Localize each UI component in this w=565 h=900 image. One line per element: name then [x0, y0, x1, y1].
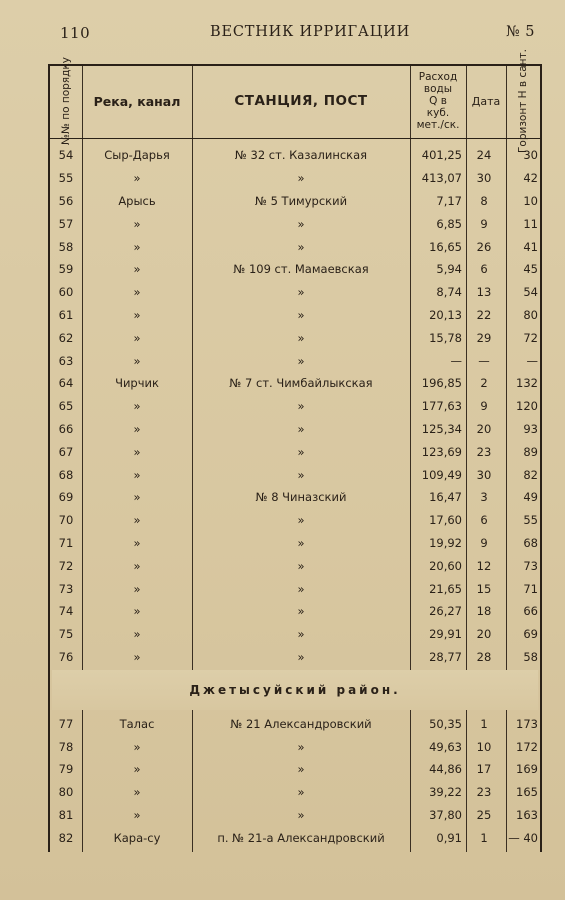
flow-value: 29,91: [429, 627, 462, 642]
table-row: [50, 281, 540, 304]
flow-value: 401,25: [421, 148, 462, 163]
flow-value: 37,80: [429, 807, 462, 822]
row-number: 76: [58, 649, 74, 664]
station-name: »: [297, 353, 305, 368]
flow-value: 123,69: [421, 444, 462, 459]
flow-value: 0,91: [436, 830, 462, 845]
horizon-value: 10: [523, 193, 538, 208]
row-number: 82: [58, 830, 74, 845]
row-number: 57: [58, 216, 74, 231]
date-value: 25: [476, 807, 492, 822]
table-row: [50, 532, 540, 555]
issue-number: № 5: [505, 24, 535, 40]
river-name: »: [133, 807, 141, 822]
row-number: 58: [58, 239, 74, 254]
table-row: [50, 712, 540, 735]
date-value: 1: [480, 716, 488, 731]
station-name: »: [297, 581, 305, 596]
flow-value: 20,60: [429, 558, 462, 573]
river-name: »: [133, 581, 141, 596]
table-row: [50, 486, 540, 509]
flow-value: 125,34: [421, 421, 462, 436]
horizon-value: 120: [516, 399, 538, 414]
river-name: Талас: [119, 716, 155, 731]
horizon-value: 55: [523, 513, 538, 528]
date-value: 22: [476, 307, 492, 322]
table-row: [50, 326, 540, 349]
horizon-value: 54: [523, 285, 538, 300]
table-row: [50, 144, 540, 167]
table-row: [50, 623, 540, 646]
date-value: 20: [476, 627, 492, 642]
header-river: Река, канал: [93, 93, 181, 109]
river-name: »: [133, 307, 141, 322]
table-row: [50, 235, 540, 258]
row-number: 61: [58, 307, 74, 322]
horizon-value: 82: [523, 467, 538, 482]
row-number: 73: [58, 581, 74, 596]
date-value: 15: [476, 581, 492, 596]
station-name: »: [297, 330, 305, 345]
table-row: [50, 395, 540, 418]
station-name: »: [297, 762, 305, 777]
station-name: »: [297, 307, 305, 322]
station-name: № 32 ст. Казалинская: [234, 148, 368, 163]
row-number: 79: [58, 762, 74, 777]
journal-title: ВЕСТНИК ИРРИГАЦИИ: [210, 24, 411, 40]
table-row: [50, 440, 540, 463]
flow-value: 177,63: [421, 399, 462, 414]
station-name: »: [297, 399, 305, 414]
table-row: [50, 804, 540, 827]
horizon-value: 165: [516, 785, 538, 800]
river-name: »: [133, 558, 141, 573]
river-name: »: [133, 739, 141, 754]
horizon-value: —: [526, 353, 538, 368]
station-name: »: [297, 535, 305, 550]
station-name: »: [297, 171, 305, 186]
date-value: 13: [476, 285, 492, 300]
flow-value: 21,65: [429, 581, 462, 596]
table-row: [50, 735, 540, 758]
table-row: [50, 826, 540, 849]
row-number: 55: [58, 171, 74, 186]
table-row: [50, 304, 540, 327]
section-title: Джетысуйский район.: [52, 670, 538, 710]
flow-value: 196,85: [421, 376, 462, 391]
table-row: [50, 463, 540, 486]
river-name: »: [133, 490, 141, 505]
row-number: 74: [58, 604, 74, 619]
header-horizon: Горизонт H в сант.: [517, 49, 529, 153]
running-head: [60, 22, 535, 44]
table-row: [50, 646, 540, 669]
flow-value: 26,27: [429, 604, 462, 619]
row-number: 68: [58, 467, 74, 482]
flow-value: 413,07: [421, 171, 462, 186]
station-name: »: [297, 807, 305, 822]
row-number: 67: [58, 444, 74, 459]
row-number: 62: [58, 330, 74, 345]
horizon-value: 69: [523, 627, 538, 642]
station-name: »: [297, 513, 305, 528]
station-name: п. № 21-а Александровский: [217, 830, 385, 845]
horizon-value: 58: [523, 649, 538, 664]
horizon-value: 73: [523, 558, 538, 573]
flow-value: 17,60: [429, 513, 462, 528]
flow-value: 5,94: [436, 262, 462, 277]
flow-value: 16,65: [429, 239, 462, 254]
date-value: 9: [480, 535, 488, 550]
horizon-value: 42: [523, 171, 538, 186]
horizon-value: 72: [523, 330, 538, 345]
table-row: [50, 418, 540, 441]
row-number: 56: [58, 193, 74, 208]
river-name: »: [133, 421, 141, 436]
header-flow: Расход воды Q в куб. мет./ск.: [416, 71, 460, 131]
river-name: »: [133, 239, 141, 254]
row-number: 60: [58, 285, 74, 300]
station-name: »: [297, 604, 305, 619]
table-row: [50, 509, 540, 532]
table-row: [50, 758, 540, 781]
table-row: [50, 600, 540, 623]
horizon-value: 169: [516, 762, 538, 777]
river-name: »: [133, 627, 141, 642]
table-row: [50, 372, 540, 395]
date-value: 30: [476, 467, 492, 482]
row-number: 63: [58, 353, 74, 368]
flow-value: 49,63: [429, 739, 462, 754]
river-name: »: [133, 399, 141, 414]
horizon-value: 66: [523, 604, 538, 619]
station-name: »: [297, 785, 305, 800]
date-value: 18: [476, 604, 492, 619]
flow-value: 15,78: [429, 330, 462, 345]
horizon-value: 11: [523, 216, 538, 231]
table-row: [50, 781, 540, 804]
river-name: »: [133, 604, 141, 619]
station-name: »: [297, 739, 305, 754]
station-name: »: [297, 421, 305, 436]
discharge-table: [48, 49, 542, 852]
row-number: 65: [58, 399, 74, 414]
flow-value: 16,47: [429, 490, 462, 505]
station-name: »: [297, 467, 305, 482]
date-value: 23: [476, 444, 492, 459]
river-name: »: [133, 762, 141, 777]
horizon-value: 45: [523, 262, 538, 277]
row-number: 69: [58, 490, 74, 505]
date-value: 17: [476, 762, 492, 777]
horizon-value: 89: [523, 444, 538, 459]
river-name: »: [133, 785, 141, 800]
flow-value: 19,92: [429, 535, 462, 550]
station-name: № 109 ст. Мамаевская: [233, 262, 369, 277]
river-name: Арысь: [118, 193, 156, 208]
river-name: »: [133, 444, 141, 459]
row-number: 54: [58, 148, 74, 163]
row-number: 71: [58, 535, 74, 550]
date-value: 9: [480, 216, 488, 231]
river-name: »: [133, 535, 141, 550]
station-name: »: [297, 627, 305, 642]
row-number: 70: [58, 513, 74, 528]
header-date: Дата: [471, 94, 501, 108]
date-value: 9: [480, 399, 488, 414]
flow-value: —: [450, 353, 462, 368]
horizon-value: 93: [523, 421, 538, 436]
table-row: [50, 190, 540, 213]
river-name: »: [133, 649, 141, 664]
date-value: 28: [476, 649, 492, 664]
river-name: »: [133, 513, 141, 528]
flow-value: 20,13: [429, 307, 462, 322]
river-name: Сыр-Дарья: [104, 148, 170, 163]
row-number: 75: [58, 627, 74, 642]
flow-value: 8,74: [436, 285, 462, 300]
river-name: »: [133, 330, 141, 345]
date-value: 30: [476, 171, 492, 186]
table-row: [50, 349, 540, 372]
date-value: 20: [476, 421, 492, 436]
date-value: 1: [480, 830, 488, 845]
river-name: »: [133, 467, 141, 482]
date-value: 24: [476, 148, 492, 163]
header-number: №№ по порядку: [60, 57, 72, 145]
row-number: 78: [58, 739, 74, 754]
row-number: 81: [58, 807, 74, 822]
flow-value: 50,35: [429, 716, 462, 731]
horizon-value: 80: [523, 307, 538, 322]
table-row: [50, 258, 540, 281]
horizon-value: 173: [516, 716, 538, 731]
station-name: »: [297, 216, 305, 231]
date-value: 6: [480, 262, 488, 277]
horizon-value: 172: [516, 739, 538, 754]
river-name: »: [133, 353, 141, 368]
row-number: 64: [58, 376, 74, 391]
river-name: »: [133, 262, 141, 277]
horizon-value: 71: [523, 581, 538, 596]
river-name: Кара-су: [113, 830, 161, 845]
station-name: »: [297, 558, 305, 573]
river-name: Чирчик: [115, 376, 159, 391]
horizon-value: 49: [523, 490, 538, 505]
horizon-value: — 40: [508, 830, 538, 845]
horizon-value: 163: [516, 807, 538, 822]
flow-value: 44,86: [429, 762, 462, 777]
header-station: СТАНЦИЯ, ПОСТ: [234, 93, 368, 109]
table-row: [50, 554, 540, 577]
row-number: 72: [58, 558, 74, 573]
flow-value: 39,22: [429, 785, 462, 800]
station-name: № 5 Тимурский: [254, 193, 348, 208]
row-number: 77: [58, 716, 74, 731]
date-value: 6: [480, 513, 488, 528]
horizon-value: 30: [523, 148, 538, 163]
page-number: 110: [60, 24, 91, 42]
station-name: »: [297, 444, 305, 459]
table-row: [50, 167, 540, 190]
horizon-value: 41: [523, 239, 538, 254]
row-number: 80: [58, 785, 74, 800]
date-value: 3: [480, 490, 488, 505]
flow-value: 7,17: [436, 193, 462, 208]
table-row: [50, 577, 540, 600]
station-name: »: [297, 285, 305, 300]
row-number: 59: [58, 262, 74, 277]
flow-value: 28,77: [429, 649, 462, 664]
table-row: [50, 212, 540, 235]
station-name: № 7 ст. Чимбайлыкская: [229, 376, 373, 391]
date-value: 29: [476, 330, 492, 345]
river-name: »: [133, 216, 141, 231]
row-number: 66: [58, 421, 74, 436]
station-name: »: [297, 239, 305, 254]
station-name: »: [297, 649, 305, 664]
date-value: 26: [476, 239, 492, 254]
date-value: 23: [476, 785, 492, 800]
date-value: 10: [476, 739, 492, 754]
flow-value: 6,85: [436, 216, 462, 231]
horizon-value: 68: [523, 535, 538, 550]
date-value: 12: [476, 558, 492, 573]
station-name: № 8 Чиназский: [255, 490, 347, 505]
date-value: 8: [480, 193, 488, 208]
flow-value: 109,49: [421, 467, 462, 482]
horizon-value: 132: [516, 376, 538, 391]
date-value: —: [478, 353, 490, 368]
station-name: № 21 Александровский: [230, 716, 372, 731]
river-name: »: [133, 171, 141, 186]
date-value: 2: [480, 376, 488, 391]
river-name: »: [133, 285, 141, 300]
